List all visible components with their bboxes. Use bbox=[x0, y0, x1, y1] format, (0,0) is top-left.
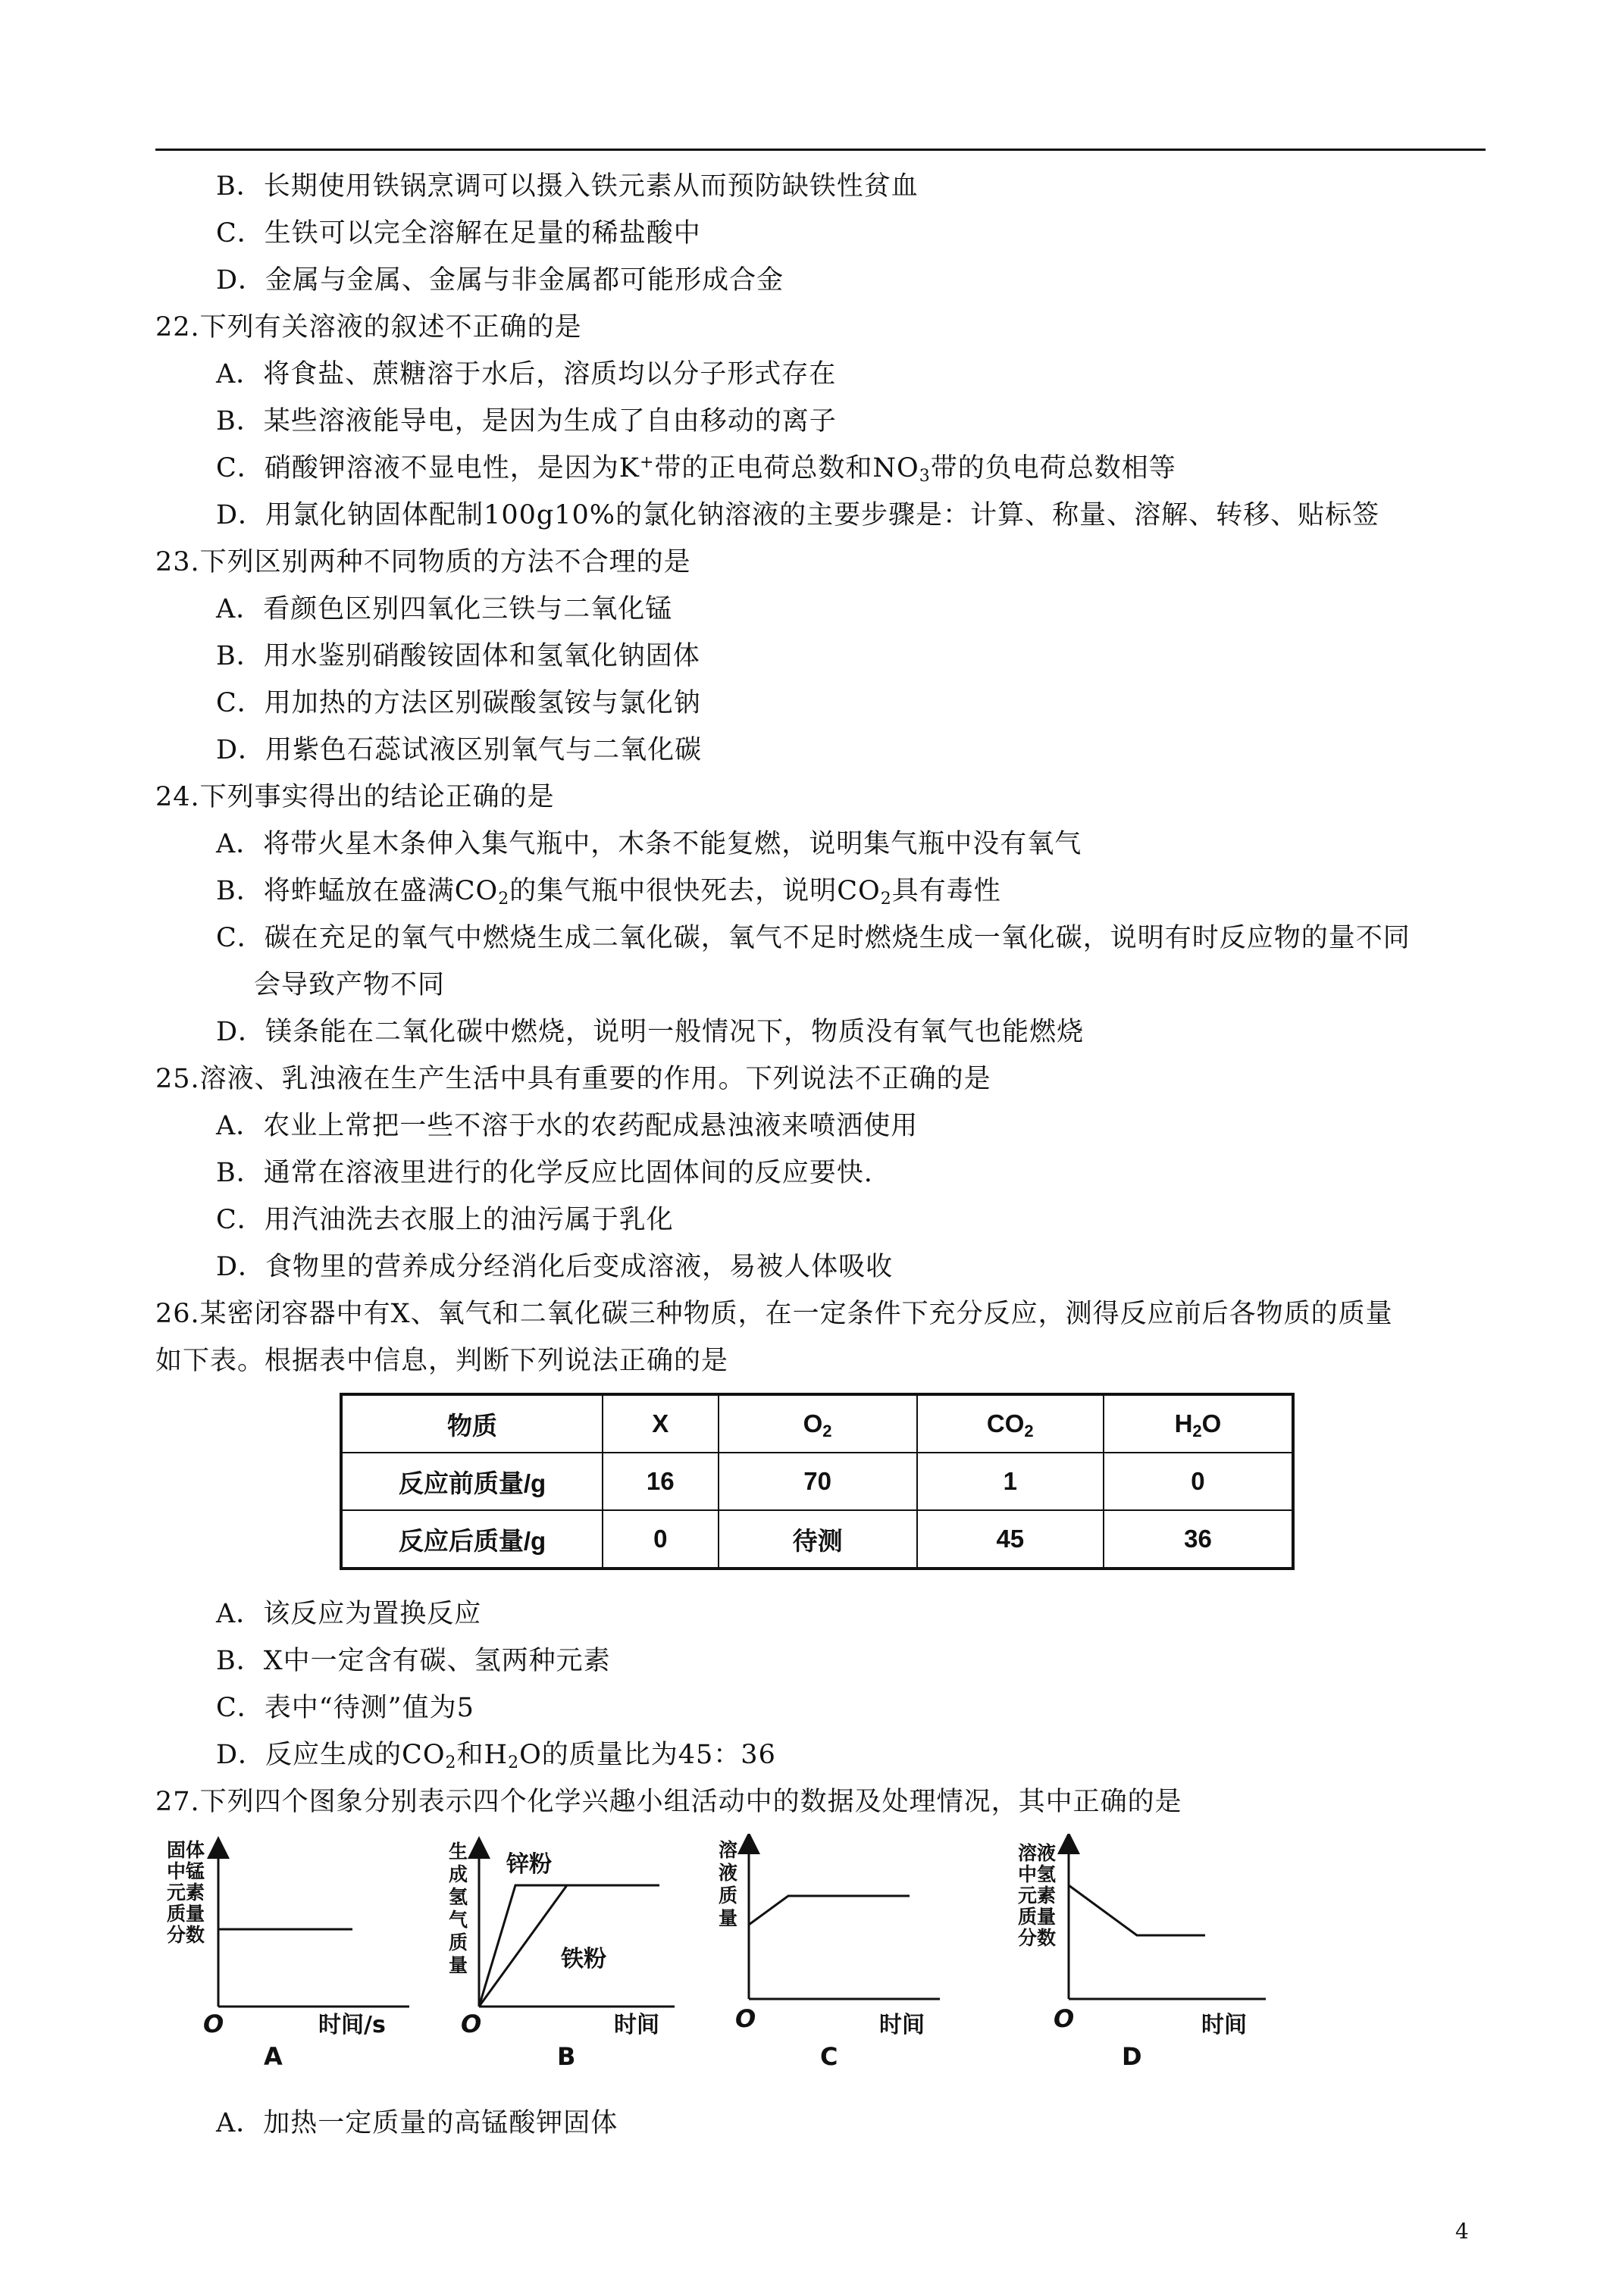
mass-table bbox=[340, 1393, 1295, 1570]
graph-d bbox=[1018, 1842, 1266, 2069]
graph-c bbox=[719, 1839, 940, 2069]
graph-d-ylabel-2: 中氢 bbox=[1018, 1863, 1057, 1885]
q22-stem: 22.下列有关溶液的叙述不正确的是 bbox=[155, 312, 582, 343]
q25-option-c: C．用汽油洗去衣服上的油污属于乳化 bbox=[216, 1205, 674, 1235]
graph-b bbox=[449, 1841, 675, 2069]
graph-b-xlabel: 时间 bbox=[614, 2012, 659, 2038]
table-row bbox=[341, 1510, 1293, 1569]
table-cell: $H_2O$ bbox=[1104, 1394, 1293, 1453]
graph-d-letter: D bbox=[1122, 2042, 1142, 2069]
graph-d-origin: O bbox=[1054, 2004, 1075, 2033]
table-cell: 45 bbox=[917, 1510, 1104, 1569]
q22-option-b: B．某些溶液能导电，是因为生成了自由移动的离子 bbox=[216, 406, 837, 436]
q22-option-a: A．将食盐、蔗糖溶于水后，溶质均以分子形式存在 bbox=[216, 359, 837, 389]
graph-a-ylabel-3: 元素 bbox=[167, 1882, 205, 1903]
graph-a-ylabel-5: 分数 bbox=[167, 1924, 205, 1946]
table-cell: 1 bbox=[917, 1453, 1104, 1510]
q26-stem: 26.某密闭容器中有X、氧气和二氧化碳三种物质，在一定条件下充分反应，测得反应前后各物质的质量 bbox=[155, 1299, 1393, 1329]
table-cell: $O_2$ bbox=[719, 1394, 917, 1453]
graph-b-ylabel-5: 质 bbox=[449, 1932, 468, 1953]
q23-stem: 23.下列区别两种不同物质的方法不合理的是 bbox=[155, 547, 691, 577]
table-cell: 反应前质量/g bbox=[341, 1453, 603, 1510]
q26-option-d: D．反应生成的$CO_2$和$H_2O$的质量比为45：36 bbox=[216, 1740, 776, 1772]
q25-option-a: A．农业上常把一些不溶于水的农药配成悬浊液来喷洒使用 bbox=[216, 1111, 919, 1141]
graph-b-ylabel-1: 生 bbox=[449, 1841, 468, 1863]
q24-option-a: A．将带火星木条伸入集气瓶中，木条不能复燃，说明集气瓶中没有氧气 bbox=[216, 829, 1082, 859]
graph-a-ylabel-4: 质量 bbox=[167, 1903, 205, 1925]
table-row bbox=[341, 1453, 1293, 1510]
q23-option-b: B．用水鉴别硝酸铵固体和氢氧化钠固体 bbox=[216, 641, 700, 671]
q25-stem: 25.溶液、乳浊液在生产生活中具有重要的作用。下列说法不正确的是 bbox=[155, 1064, 991, 1094]
q24-option-d: D．镁条能在二氧化碳中燃烧，说明一般情况下，物质没有氧气也能燃烧 bbox=[216, 1017, 1085, 1047]
graph-b-letter: B bbox=[557, 2042, 576, 2069]
graph-b-label-zinc: 锌粉 bbox=[506, 1851, 552, 1878]
header-rule bbox=[155, 149, 1486, 151]
q22-option-d: D．用氯化钠固体配制100g10%的氯化钠溶液的主要步骤是：计算、称量、溶解、转移、贴标签 bbox=[216, 500, 1380, 530]
q26-option-c: C．表中“待测”值为5 bbox=[216, 1693, 474, 1723]
table-cell: X bbox=[603, 1394, 719, 1453]
table-cell: 0 bbox=[1104, 1453, 1293, 1510]
graph-c-origin: O bbox=[735, 2004, 756, 2033]
q24-option-b: B．将蚱蜢放在盛满$CO_2$的集气瓶中很快死去，说明$CO_2$具有毒性 bbox=[216, 876, 1001, 909]
q21-option-c: C．生铁可以完全溶解在足量的稀盐酸中 bbox=[216, 218, 701, 249]
q25-option-b: B．通常在溶液里进行的化学反应比固体间的反应要快. bbox=[216, 1158, 873, 1188]
q23-option-a: A．看颜色区别四氧化三铁与二氧化锰 bbox=[216, 594, 673, 624]
graph-c-letter: C bbox=[820, 2042, 838, 2069]
q23-option-d: D．用紫色石蕊试液区别氧气与二氧化碳 bbox=[216, 735, 703, 765]
graph-d-xlabel: 时间 bbox=[1201, 2012, 1247, 2038]
graph-a-xlabel: 时间/s bbox=[318, 2012, 386, 2038]
graph-d-ylabel-5: 分数 bbox=[1018, 1927, 1057, 1949]
q25-option-d: D．食物里的营养成分经消化后变成溶液，易被人体吸收 bbox=[216, 1252, 894, 1282]
table-cell: 待测 bbox=[719, 1510, 917, 1569]
page-number: 4 bbox=[1455, 2219, 1469, 2244]
table-header-row bbox=[341, 1394, 1293, 1453]
q27-graphs bbox=[152, 1834, 1334, 2069]
graph-c-xlabel: 时间 bbox=[879, 2012, 925, 2038]
graph-b-ylabel-4: 气 bbox=[449, 1909, 468, 1931]
q22-option-c: C．硝酸钾溶液不显电性，是因为K+带的正电荷总数和$NO_3$带的负电荷总数相等 bbox=[216, 453, 1176, 486]
q26-option-a: A．该反应为置换反应 bbox=[216, 1599, 482, 1629]
q21-option-d: D．金属与金属、金属与非金属都可能形成合金 bbox=[216, 265, 784, 296]
q24-option-c-continued: 会导致产物不同 bbox=[254, 970, 446, 1000]
graph-c-ylabel-4: 量 bbox=[719, 1907, 738, 1929]
table-cell: 70 bbox=[719, 1453, 917, 1510]
q24-stem: 24.下列事实得出的结论正确的是 bbox=[155, 782, 555, 812]
graph-b-label-iron: 铁粉 bbox=[561, 1946, 606, 1972]
graph-b-origin: O bbox=[461, 2010, 482, 2038]
q27-option-a: A．加热一定质量的高锰酸钾固体 bbox=[216, 2108, 618, 2138]
q23-option-c: C．用加热的方法区别碳酸氢铵与氯化钠 bbox=[216, 688, 701, 718]
graph-a bbox=[167, 1839, 409, 2069]
graph-d-ylabel-1: 溶液 bbox=[1018, 1842, 1057, 1864]
q24-option-c: C．碳在充足的氧气中燃烧生成二氧化碳，氧气不足时燃烧生成一氧化碳，说明有时反应物的量不同 bbox=[216, 923, 1411, 953]
graph-c-line bbox=[749, 1896, 910, 1925]
graph-b-iron-line bbox=[479, 1885, 567, 2007]
q27-stem: 27.下列四个图象分别表示四个化学兴趣小组活动中的数据及处理情况，其中正确的是 bbox=[155, 1787, 1182, 1817]
graph-b-ylabel-2: 成 bbox=[449, 1863, 468, 1885]
q21-option-b: B．长期使用铁锅烹调可以摄入铁元素从而预防缺铁性贫血 bbox=[216, 171, 919, 202]
q26-option-b: B．X中一定含有碳、氢两种元素 bbox=[216, 1646, 611, 1676]
graph-b-ylabel-6: 量 bbox=[449, 1954, 468, 1976]
q26-stem-continued: 如下表。根据表中信息，判断下列说法正确的是 bbox=[155, 1346, 729, 1376]
graph-a-origin: O bbox=[203, 2010, 224, 2038]
table-cell: $CO_2$ bbox=[917, 1394, 1104, 1453]
graph-a-letter: A bbox=[264, 2042, 283, 2069]
graph-c-ylabel-2: 液 bbox=[719, 1862, 738, 1884]
graph-a-ylabel-1: 固体 bbox=[167, 1839, 205, 1861]
graph-a-ylabel-2: 中锰 bbox=[167, 1860, 205, 1882]
graph-c-ylabel-3: 质 bbox=[719, 1885, 738, 1907]
graph-c-ylabel-1: 溶 bbox=[719, 1839, 738, 1861]
table-cell: 16 bbox=[603, 1453, 719, 1510]
table-cell: 36 bbox=[1104, 1510, 1293, 1569]
graph-d-line bbox=[1069, 1885, 1205, 1935]
table-cell: 物质 bbox=[341, 1394, 603, 1453]
graph-d-ylabel-4: 质量 bbox=[1018, 1906, 1057, 1928]
table-cell: 反应后质量/g bbox=[341, 1510, 603, 1569]
graph-d-ylabel-3: 元素 bbox=[1018, 1885, 1057, 1907]
graph-b-ylabel-3: 氢 bbox=[449, 1886, 468, 1908]
table-cell: 0 bbox=[603, 1510, 719, 1569]
